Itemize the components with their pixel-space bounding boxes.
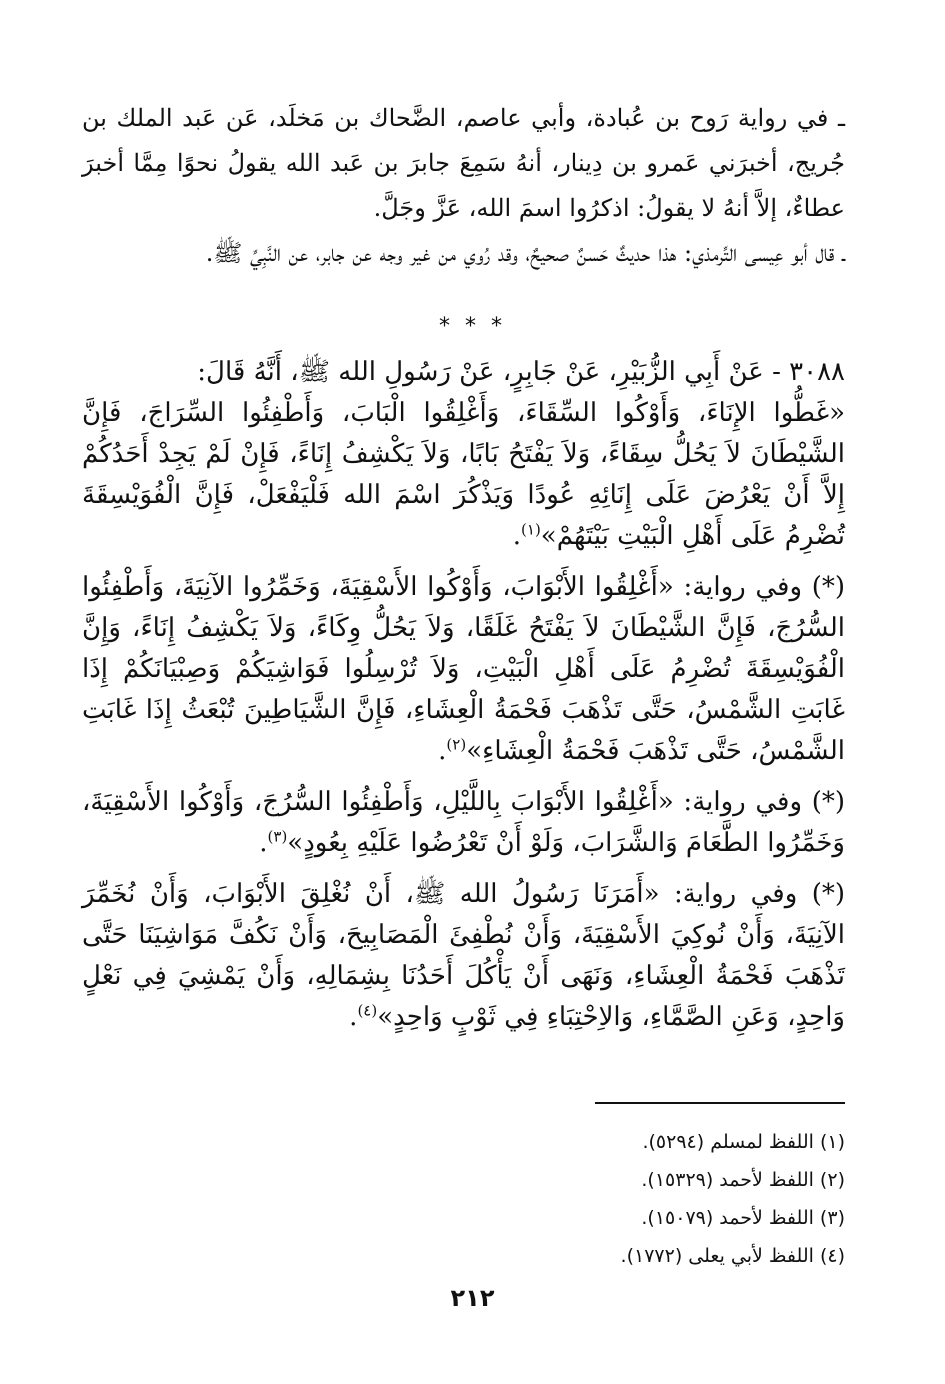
narration-paragraph: ـ في رواية رَوح بن عُبادة، وأبي عاصم، الضَّحاك بن مَخلَد، عَن عَبد الملك بن جُريج، أخبرَني عَمرو بن دِينار، أنهُ سَمِعَ جابرَ بن عَبد الله يقولُ نحوًا مِمَّا أخبرَ عطاءٌ، إلاَّ أنهُ لا يقولُ: اذكرُوا اسمَ الله، عَزَّ وجَلَّ. [82, 104, 846, 222]
riwaya-text: (*) وفي رواية: «أَغْلِقُوا الأَبْوَابَ، وَأَوْكُوا الأَسْقِيَةَ، وَخَمِّرُوا الآنِيَةَ، وَأَطْفِئُوا السُّرُجَ، فَإِنَّ الشَّيْطَانَ لاَ يَفْتَحُ غَلَقًا، وَلاَ يَحُلُّ وِكَاءً، وَلاَ يَكْشِفُ إِنَاءً، وَإِنَّ الْفُوَيْسِقَةَ تُضْرِمُ عَلَى أَهْلِ الْبَيْتِ، وَلاَ تُرْسِلُوا فَوَاشِيَكُمْ وَصِبْيَانَكُمْ إِذَا غَابَتِ الشَّمْسُ، حَتَّى تَذْهَبَ فَحْمَةُ الْعِشَاءِ، فَإِنَّ الشَّيَاطِينَ تُبْعَثُ إِذَا غَابَتِ الشَّمْسُ، حَتَّى تَذْهَبَ فَحْمَةُ الْعِشَاءِ» [82, 572, 845, 766]
footnotes [200, 1123, 845, 1275]
hadith-text: «غَطُّوا الإِنَاءَ، وَأَوْكُوا السِّقَاءَ، وَأَغْلِقُوا الْبَابَ، وَأَطْفِئُوا السِّرَاجَ، فَإِنَّ الشَّيْطَانَ لاَ يَحُلُّ سِقَاءً، وَلاَ يَفْتَحُ بَابًا، وَلاَ يَكْشِفُ إِنَاءً، فَإِنْ لَمْ يَجِدْ أَحَدُكُمْ إِلاَّ أَنْ يَعْرُضَ عَلَى إِنَائِهِ عُودًا وَيَذْكُرَ اسْمَ الله فَلْيَفْعَلْ، فَإِنَّ الْفُوَيْسِقَةَ تُضْرِمُ عَلَى أَهْلِ الْبَيْتِ بَيْتَهُمْ» [82, 398, 845, 551]
page-number: ٢١٢ [450, 1284, 495, 1312]
riwaya-2: (*) وفي رواية: «أَغْلِقُوا الأَبْوَابَ بِاللَّيْلِ، وَأَطْفِئُوا السُّرُجَ، وَأَوْكُوا الأَسْقِيَةَ، وَخَمِّرُوا الطَّعَامَ وَالشَّرَابَ، وَلَوْ أَنْ تَعْرُضُوا عَلَيْهِ بِعُودٍ»$^{(٣)}$. [82, 787, 845, 858]
footnote-ref: (٢) [446, 735, 467, 754]
footnote-ref: (١) [521, 520, 541, 539]
intro-section [82, 96, 845, 276]
tirmidhi-comment: ـ قال أبو عِيسى التِّرمذي: هذا حديثٌ حَسنٌ صحيحٌ، وقد رُوي من غير وجه عن جابر، عن النَّبِيِّ ﷺ. [205, 239, 845, 267]
hadith-heading: ٣٠٨٨ - عَنْ أَبِي الزُّبَيْرِ، عَنْ جَابِرٍ، عَنْ رَسُولِ الله ﷺ، أَنَّهُ قَالَ: [197, 357, 845, 387]
footnote-item: (٣) اللفظ لأحمد (١٥٠٧٩). [641, 1207, 845, 1229]
footnote-item: (٤) اللفظ لأبي يعلى (١٧٧٢). [620, 1245, 845, 1267]
riwaya-1: (*) وفي رواية: «أَغْلِقُوا الأَبْوَابَ، وَأَوْكُوا الأَسْقِيَةَ، وَخَمِّرُوا الآنِيَةَ، وَأَطْفِئُوا السُّرُجَ، فَإِنَّ الشَّيْطَانَ لاَ يَفْتَحُ غَلَقًا، وَلاَ يَحُلُّ وِكَاءً، وَلاَ يَكْشِفُ إِنَاءً، وَإِنَّ الْفُوَيْسِقَةَ تُضْرِمُ عَلَى أَهْلِ الْبَيْتِ، وَلاَ تُرْسِلُوا فَوَاشِيَكُمْ وَصِبْيَانَكُمْ إِذَا غَابَتِ الشَّمْسُ، حَتَّى تَذْهَبَ فَحْمَةُ الْعِشَاءِ، فَإِنَّ الشَّيَاطِينَ تُبْعَثُ إِذَا غَابَتِ الشَّمْسُ، حَتَّى تَذْهَبَ فَحْمَةُ الْعِشَاءِ»$^{(٢)}$. [82, 572, 845, 766]
section-separator: * * * [439, 314, 506, 339]
footnote-item: (١) اللفظ لمسلم (٥٢٩٤). [642, 1131, 845, 1153]
riwaya-text: (*) وفي رواية: «أَغْلِقُوا الأَبْوَابَ بِاللَّيْلِ، وَأَطْفِئُوا السُّرُجَ، وَأَوْكُوا الأَسْقِيَةَ، وَخَمِّرُوا الطَّعَامَ وَالشَّرَابَ، وَلَوْ أَنْ تَعْرُضُوا عَلَيْهِ بِعُودٍ» [82, 787, 845, 858]
riwaya-3: (*) وفي رواية: «أَمَرَنَا رَسُولُ الله ﷺ، أَنْ نُغْلِقَ الأَبْوَابَ، وَأَنْ نُخَمِّرَ الآنِيَةَ، وَأَنْ نُوكِيَ الأَسْقِيَةَ، وَأَنْ نُطْفِئَ الْمَصَابِيحَ، وَأَنْ نَكُفَّ مَوَاشِيَنَا حَتَّى تَذْهَبَ فَحْمَةُ الْعِشَاءِ، وَنَهَى أَنْ يَأْكُلَ أَحَدُنَا بِشِمَالِهِ، وَأَنْ يَمْشِيَ فِي نَعْلٍ وَاحِدٍ، وَعَنِ الصَّمَّاءِ، وَالاِحْتِبَاءِ فِي ثَوْبٍ وَاحِدٍ»$^{(٤)}$. [82, 879, 845, 1032]
footnote-ref: (٣) [267, 827, 288, 846]
footnote-item: (٢) اللفظ لأحمد (١٥٣٢٩). [641, 1169, 845, 1191]
riwaya-text: (*) وفي رواية: «أَمَرَنَا رَسُولُ الله ﷺ، أَنْ نُغْلِقَ الأَبْوَابَ، وَأَنْ نُخَمِّرَ الآنِيَةَ، وَأَنْ نُوكِيَ الأَسْقِيَةَ، وَأَنْ نُطْفِئَ الْمَصَابِيحَ، وَأَنْ نَكُفَّ مَوَاشِيَنَا حَتَّى تَذْهَبَ فَحْمَةُ الْعِشَاءِ، وَنَهَى أَنْ يَأْكُلَ أَحَدُنَا بِشِمَالِهِ، وَأَنْ يَمْشِيَ فِي نَعْلٍ وَاحِدٍ، وَعَنِ الصَّمَّاءِ، وَالاِحْتِبَاءِ فِي ثَوْبٍ وَاحِدٍ» [82, 879, 845, 1032]
footnote-divider [595, 1102, 845, 1104]
hadith-section [82, 352, 845, 1048]
hadith-main: ٣٠٨٨ - عَنْ أَبِي الزُّبَيْرِ، عَنْ جَابِرٍ، عَنْ رَسُولِ الله ﷺ، أَنَّهُ قَالَ: «غَطُّوا الإِنَاءَ، وَأَوْكُوا السِّقَاءَ، وَأَغْلِقُوا الْبَابَ، وَأَطْفِئُوا السِّرَاجَ، فَإِنَّ الشَّيْطَانَ لاَ يَحُلُّ سِقَاءً، وَلاَ يَفْتَحُ بَابًا، وَلاَ يَكْشِفُ إِنَاءً، فَإِنْ لَمْ يَجِدْ أَحَدُكُمْ إِلاَّ أَنْ يَعْرُضَ عَلَى إِنَائِهِ عُودًا وَيَذْكُرَ اسْمَ الله فَلْيَفْعَلْ، فَإِنَّ الْفُوَيْسِقَةَ تُضْرِمُ عَلَى أَهْلِ الْبَيْتِ بَيْتَهُمْ»$^{(١)}$. [82, 357, 845, 551]
footnote-ref: (٤) [357, 1001, 378, 1020]
